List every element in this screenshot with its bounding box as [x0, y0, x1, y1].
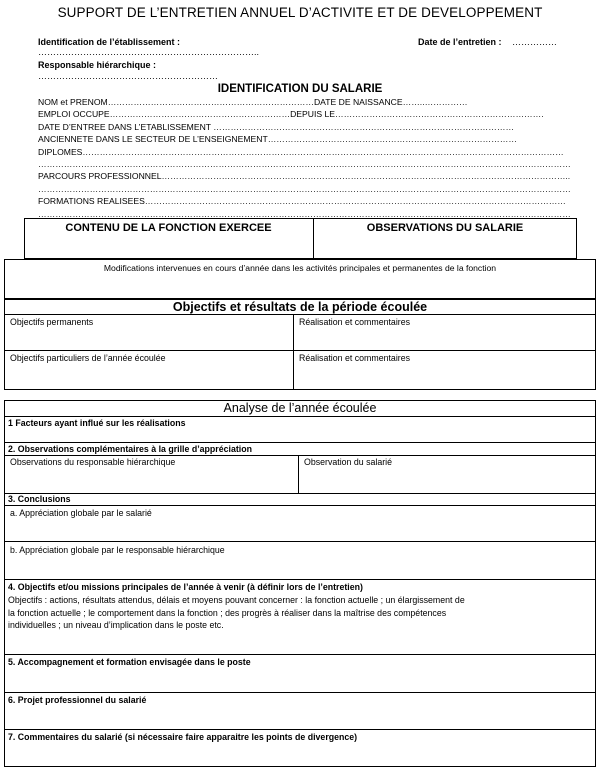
section-4-label: 4. Objectifs et/ou missions principales de l’année à venir (à définir lors de l’entretien) [8, 582, 363, 592]
permanent-objectives-label: Objectifs permanents [10, 317, 94, 327]
document-title: SUPPORT DE L’ENTRETIEN ANNUEL D’ACTIVITE ET DE DEVELOPPEMENT [57, 5, 543, 20]
field-name-birthdate[interactable]: NOM et PRENOM………………………………………………………………DATE DE NAISSANCE……..…………… [38, 97, 468, 107]
section-2-label: 2. Observations complémentaires à la grille d’appréciation [8, 444, 252, 454]
particular-objectives-label: Objectifs particuliers de l’année écoulée [10, 353, 166, 363]
employee-heading: IDENTIFICATION DU SALARIE [217, 83, 383, 95]
manager-observations-label: Observations du responsable hiérarchique [10, 457, 176, 467]
employee-observations-header: OBSERVATIONS DU SALARIE [366, 222, 524, 234]
section-6-label: 6. Projet professionnel du salarié [8, 695, 147, 705]
section-1-label: 1 Facteurs ayant influé sur les réalisations [8, 418, 186, 428]
field-seniority[interactable]: ANCIENNETE DANS LE SECTEUR DE L’ENSEIGNEMENT…………………………………………………………………………… [38, 134, 517, 145]
manager-appraisal-label: b. Appréciation globale par le responsable hiérarchique [10, 545, 225, 555]
section-7-label: 7. Commentaires du salarié (si nécessaire faire apparaitre les points de divergence) [8, 732, 358, 742]
establishment-label: Identification de l’établissement : [38, 37, 181, 47]
manager-label: Responsable hiérarchique : [38, 60, 157, 70]
establishment-field[interactable]: ……………………………………………………………….. [38, 47, 260, 57]
interview-date-field[interactable]: …………… [512, 37, 557, 47]
function-content-header: CONTENU DE LA FONCTION EXERCEE [65, 222, 272, 234]
section-3-label: 3. Conclusions [8, 494, 71, 504]
permanent-realisation-label: Réalisation et commentaires [299, 317, 410, 327]
section-4-description: Objectifs : actions, résultats attendus, délais et moyens pouvant concerner : la fonction actuelle ; un élargissement de la fonction actuelle ; le comportement dans la fonction ; des progrès à réaliser dans la maîtrise des compétences individuelles ; un niveau d’implication dans le poste etc. [8, 595, 465, 630]
employee-appraisal-label: a. Appréciation globale par le salarié [10, 508, 152, 518]
analysis-heading: Analyse de l’année écoulée [223, 401, 377, 415]
field-trainings-cont[interactable]: …………………………………………………………………………………………………………………………………………………………………… [38, 208, 571, 219]
manager-field[interactable]: …………………………………………………… [38, 71, 218, 81]
objectives-heading: Objectifs et résultats de la période écoulée [172, 300, 428, 314]
field-trainings[interactable]: FORMATIONS REALISEES………………………………………………………………………………………………………………………………… [38, 196, 566, 207]
modifications-label: Modifications intervenues en cours d’année dans les activités principales et permanentes de la fonction [103, 263, 497, 273]
field-career[interactable]: PARCOURS PROFESSIONNEL…………………………………………………………………………………………………………………………….. [38, 171, 571, 182]
section-5-label: 5. Accompagnement et formation envisagée dans le poste [8, 657, 251, 667]
field-entry-date[interactable]: DATE D’ENTREE DANS L’ETABLISSEMENT …………………………………………………………………………………………… [38, 121, 515, 132]
field-career-cont[interactable]: …………………………………………………………………………………………………………………………………………………………………… [38, 183, 571, 194]
employee-fields [38, 96, 571, 220]
interview-date-label: Date de l’entretien : [418, 37, 502, 47]
particular-realisation-label: Réalisation et commentaires [299, 353, 410, 363]
field-diplomas-cont[interactable]: …………………………………………………………………………………………………………………………………………………………………… [38, 159, 571, 170]
field-diplomas[interactable]: DIPLOMES…………………………………………………………………………………………………………………………………………………… [38, 146, 564, 157]
field-job-since[interactable]: EMPLOI OCCUPE………………………………………………………DEPUIS LE………………………………………………………………. [38, 109, 544, 120]
employee-observation-label: Observation du salarié [304, 457, 393, 467]
